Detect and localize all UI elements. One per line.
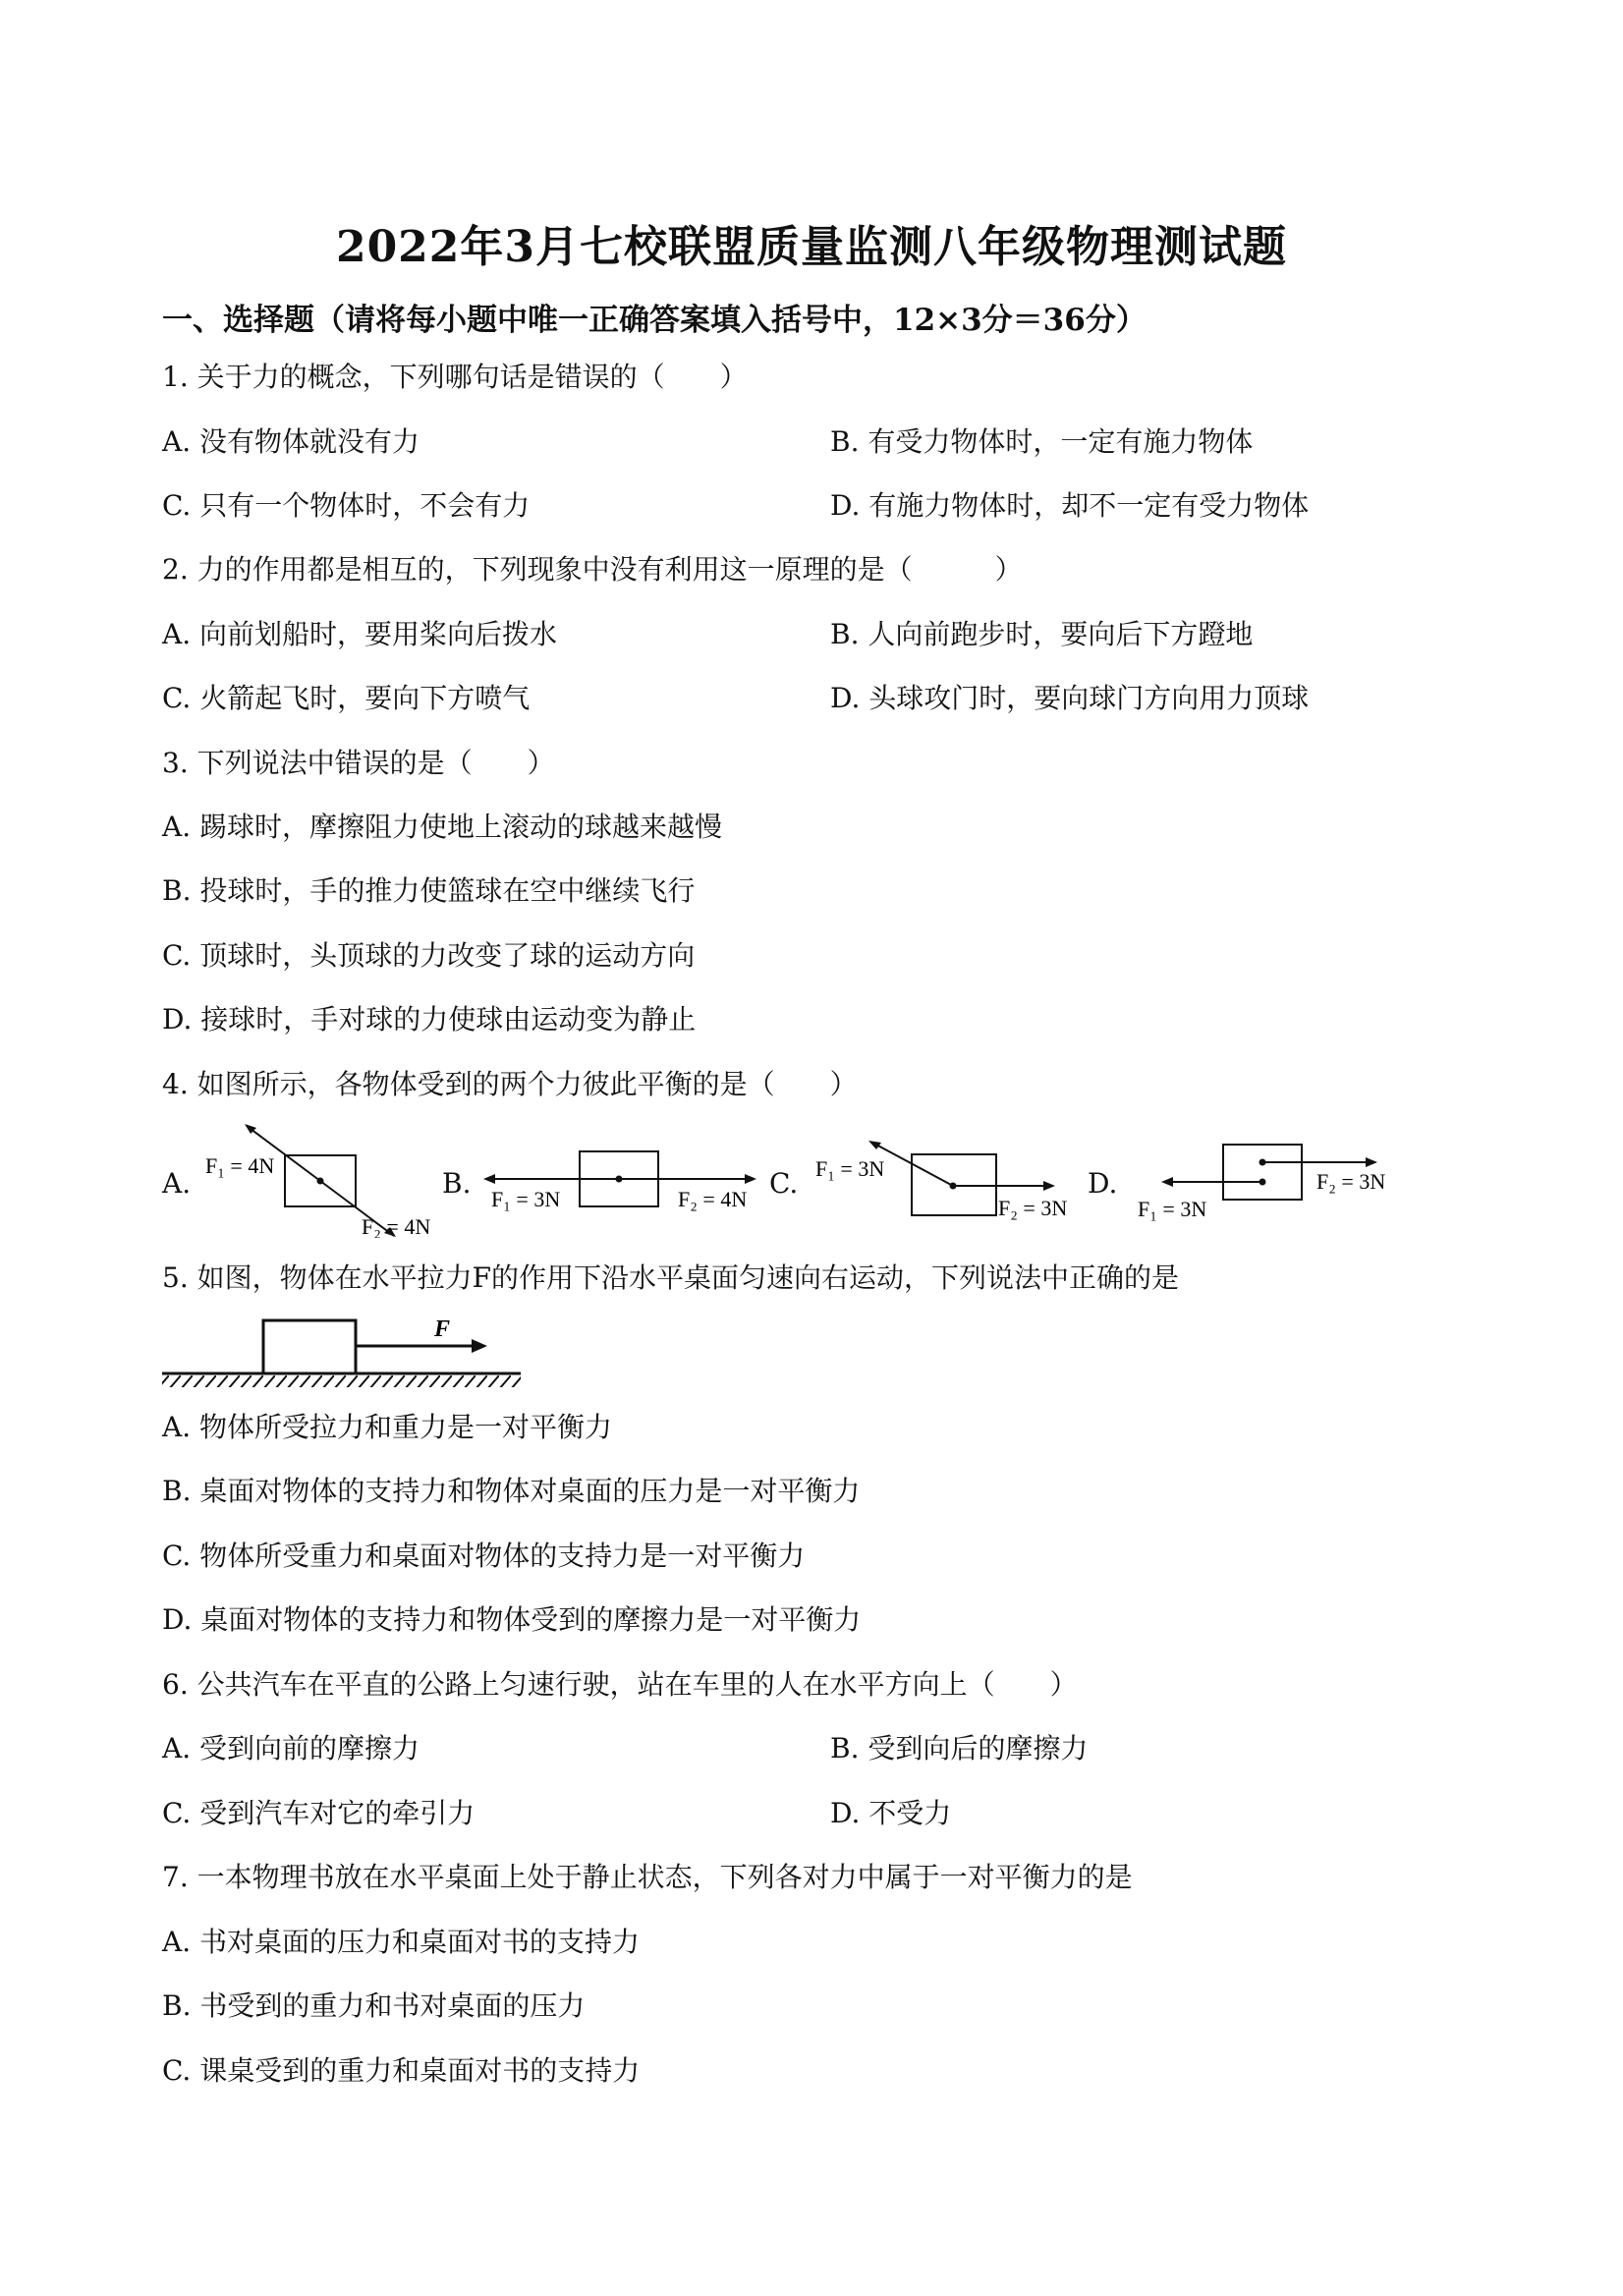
question-1-option-a: A. 没有物体就没有力 — [162, 425, 420, 458]
question-7-option-b: B. 书受到的重力和书对桌面的压力 — [162, 1989, 586, 2022]
question-6-stem: 6. 公共汽车在平直的公路上匀速行驶，站在车里的人在水平方向上（ ） — [162, 1668, 1078, 1701]
question-3-stem: 3. 下列说法中错误的是（ ） — [162, 747, 555, 779]
question-2-option-a: A. 向前划船时，要用桨向后拨水 — [162, 618, 558, 650]
figure-c-f2-label: F₂ = 3N — [998, 1196, 1068, 1220]
figure-b-f1-label: F₁ = 3N — [491, 1187, 561, 1211]
question-7-option-a: A. 书对桌面的压力和桌面对书的支持力 — [162, 1926, 641, 1958]
question-1-option-d: D. 有施力物体时，却不一定有受力物体 — [830, 489, 1310, 522]
question-7-option-c: C. 课桌受到的重力和桌面对书的支持力 — [162, 2054, 641, 2087]
question-3-option-d: D. 接球时，手对球的力使球由运动变为静止 — [162, 1003, 697, 1036]
question-4-figure-b — [481, 1140, 776, 1218]
question-6-option-d: D. 不受力 — [830, 1797, 952, 1829]
question-2-stem: 2. 力的作用都是相互的，下列现象中没有利用这一原理的是（ ） — [162, 553, 1023, 586]
question-7-stem: 7. 一本物理书放在水平桌面上处于静止状态，下列各对力中属于一对平衡力的是 — [162, 1861, 1133, 1893]
question-2-option-c: C. 火箭起飞时，要向下方喷气 — [162, 682, 531, 714]
question-4-option-d: D. — [1088, 1167, 1118, 1200]
section-heading: 一、选择题（请将每小题中唯一正确答案填入括号中，12×3分＝36分） — [162, 303, 1147, 338]
question-5-option-a: A. 物体所受拉力和重力是一对平衡力 — [162, 1411, 613, 1443]
figure-c-f1-label: F₁ = 3N — [815, 1156, 885, 1181]
question-4-figure-c — [806, 1135, 1091, 1233]
question-6-option-a: A. 受到向前的摩擦力 — [162, 1732, 420, 1764]
question-5-stem: 5. 如图，物体在水平拉力F的作用下沿水平桌面匀速向右运动，下列说法中正确的是 — [162, 1261, 1180, 1294]
question-4-stem: 4. 如图所示，各物体受到的两个力彼此平衡的是（ ） — [162, 1068, 858, 1100]
question-1-stem: 1. 关于力的概念，下列哪句话是错误的（ ） — [162, 361, 748, 393]
question-6-option-c: C. 受到汽车对它的牵引力 — [162, 1797, 476, 1829]
figure-b-f2-label: F₂ = 4N — [678, 1187, 748, 1211]
page-title: 2022年3月七校联盟质量监测八年级物理测试题 — [335, 222, 1288, 272]
figure-d-f1-label: F₁ = 3N — [1138, 1197, 1207, 1221]
figure-a-f2-label: F₂ = 4N — [362, 1214, 431, 1238]
question-1-option-c: C. 只有一个物体时，不会有力 — [162, 489, 531, 522]
question-4-option-c: C. — [769, 1167, 799, 1200]
force-f-label: F — [434, 1316, 451, 1342]
figure-a-f1-label: F₁ = 4N — [205, 1153, 275, 1178]
question-4-figure-a — [201, 1120, 447, 1238]
question-5-figure — [157, 1307, 531, 1395]
question-5-option-d: D. 桌面对物体的支持力和物体受到的摩擦力是一对平衡力 — [162, 1603, 862, 1636]
question-4-option-a: A. — [162, 1167, 192, 1200]
question-2-option-d: D. 头球攻门时，要向球门方向用力顶球 — [830, 682, 1310, 714]
question-3-option-c: C. 顶球时，头顶球的力改变了球的运动方向 — [162, 939, 696, 972]
question-3-option-b: B. 投球时，手的推力使篮球在空中继续飞行 — [162, 874, 696, 907]
figure-d-f2-label: F₂ = 3N — [1316, 1169, 1386, 1194]
question-5-option-c: C. 物体所受重力和桌面对物体的支持力是一对平衡力 — [162, 1540, 806, 1572]
question-4-option-b: B. — [442, 1167, 472, 1200]
question-3-option-a: A. 踢球时，摩擦阻力使地上滚动的球越来越慢 — [162, 811, 723, 843]
question-5-option-b: B. 桌面对物体的支持力和物体对桌面的压力是一对平衡力 — [162, 1475, 861, 1507]
question-1-option-b: B. 有受力物体时，一定有施力物体 — [830, 425, 1254, 458]
question-6-option-b: B. 受到向后的摩擦力 — [830, 1732, 1089, 1764]
question-2-option-b: B. 人向前跑步时，要向后下方蹬地 — [830, 618, 1254, 650]
question-4-figure-d — [1130, 1130, 1405, 1228]
